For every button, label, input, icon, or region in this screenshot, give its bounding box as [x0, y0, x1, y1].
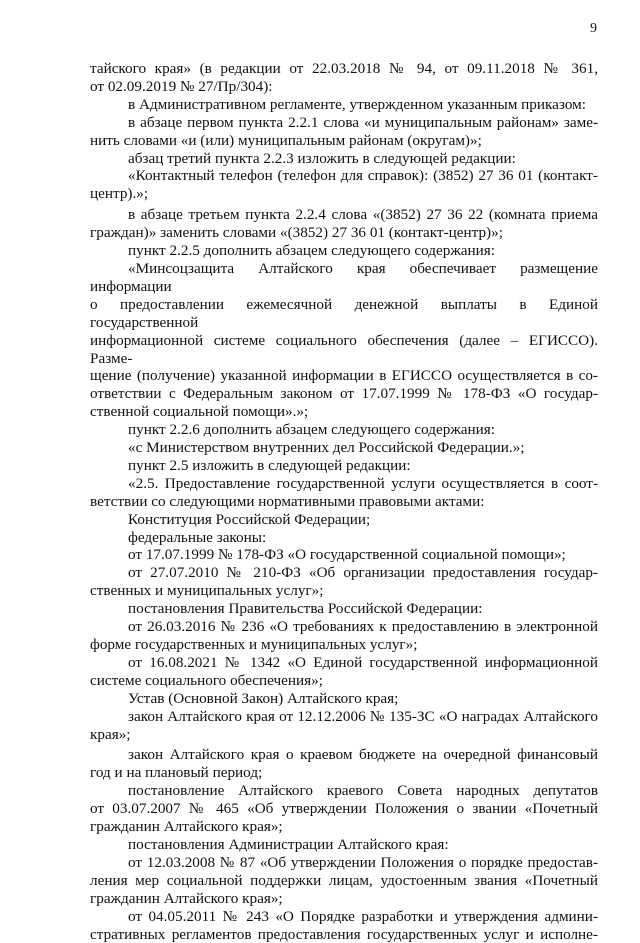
text-line: закон Алтайского края о краевом бюджете на очередной финансовый: [90, 746, 598, 764]
text-line: пункт 2.5 изложить в следующей редакции:: [90, 457, 598, 475]
text-line: год и на плановый период;: [90, 764, 598, 782]
text-line: от 17.07.1999 № 178-ФЗ «О государственной социальной помощи»;: [90, 546, 598, 564]
text-line: ственных и муниципальных услуг»;: [90, 582, 598, 600]
text-line: ления мер социальной поддержки лицам, удостоенным звания «Почетный: [90, 872, 598, 890]
text-line: ственной социальной помощи».»;: [90, 403, 598, 421]
text-line: «2.5. Предоставление государственной услуги осуществляется в соот-: [90, 475, 598, 493]
text-line: от 03.07.2007 № 465 «Об утверждении Положения о звании «Почетный: [90, 800, 598, 818]
text-line: постановления Администрации Алтайского края:: [90, 836, 598, 854]
text-line: центр).»;: [90, 185, 598, 203]
text-line: гражданин Алтайского края»;: [90, 890, 598, 908]
text-line: ветствии со следующими нормативными правовыми актами:: [90, 493, 598, 511]
text-line: абзац третий пункта 2.2.3 изложить в следующей редакции:: [90, 150, 598, 168]
text-line: граждан)» заменить словами «(3852) 27 36 01 (контакт-центр)»;: [90, 224, 598, 242]
text-line: «Контактный телефон (телефон для справок): (3852) 27 36 01 (контакт-: [90, 167, 598, 185]
text-line: от 04.05.2011 № 243 «О Порядке разработки и утверждения админи-: [90, 908, 598, 926]
text-line: постановление Алтайского краевого Совета народных депутатов: [90, 782, 598, 800]
text-line: стративных регламентов предоставления государственных услуг и исполне-: [90, 926, 598, 943]
text-line: от 16.08.2021 № 1342 «О Единой государственной информационной: [90, 654, 598, 672]
text-line: закон Алтайского края от 12.12.2006 № 135-ЗС «О наградах Алтайского: [90, 708, 598, 726]
text-line: Устав (Основной Закон) Алтайского края;: [90, 690, 598, 708]
text-line: ответствии с Федеральным законом от 17.07.1999 № 178-ФЗ «О государ-: [90, 385, 598, 403]
text-line: края»;: [90, 726, 598, 744]
text-line: от 27.07.2010 № 210-ФЗ «Об организации предоставления государ-: [90, 564, 598, 582]
text-line: в Административном регламенте, утвержденном указанным приказом:: [90, 96, 598, 114]
document-body: [90, 60, 598, 943]
text-line: от 02.09.2019 № 27/Пр/304):: [90, 78, 598, 96]
text-line: от 12.03.2008 № 87 «Об утверждении Положения о порядке предостав-: [90, 854, 598, 872]
text-line: нить словами «и (или) муниципальным районам (округам)»;: [90, 132, 598, 150]
text-line: информационной системе социального обеспечения (далее – ЕГИССО). Разме-: [90, 332, 598, 368]
page-number: 9: [590, 22, 597, 36]
text-line: Конституция Российской Федерации;: [90, 511, 598, 529]
text-line: форме государственных и муниципальных услуг»;: [90, 636, 598, 654]
text-line: системе социального обеспечения»;: [90, 672, 598, 690]
text-line: в абзаце третьем пункта 2.2.4 слова «(3852) 27 36 22 (комната приема: [90, 206, 598, 224]
text-line: федеральные законы:: [90, 529, 598, 547]
text-line: «с Министерством внутренних дел Российской Федерации.»;: [90, 439, 598, 457]
text-line: постановления Правительства Российской Федерации:: [90, 600, 598, 618]
text-line: от 26.03.2016 № 236 «О требованиях к предоставлению в электронной: [90, 618, 598, 636]
text-line: пункт 2.2.6 дополнить абзацем следующего содержания:: [90, 421, 598, 439]
text-line: пункт 2.2.5 дополнить абзацем следующего содержания:: [90, 242, 598, 260]
text-line: «Минсоцзащита Алтайского края обеспечивает размещение информации: [90, 260, 598, 296]
text-line: гражданин Алтайского края»;: [90, 818, 598, 836]
text-line: тайского края» (в редакции от 22.03.2018 № 94, от 09.11.2018 № 361,: [90, 60, 598, 78]
text-line: в абзаце первом пункта 2.2.1 слова «и муниципальным районам» заме-: [90, 114, 598, 132]
text-line: щение (получение) указанной информации в ЕГИССО осуществляется в со-: [90, 367, 598, 385]
text-line: о предоставлении ежемесячной денежной выплаты в Единой государственной: [90, 296, 598, 332]
